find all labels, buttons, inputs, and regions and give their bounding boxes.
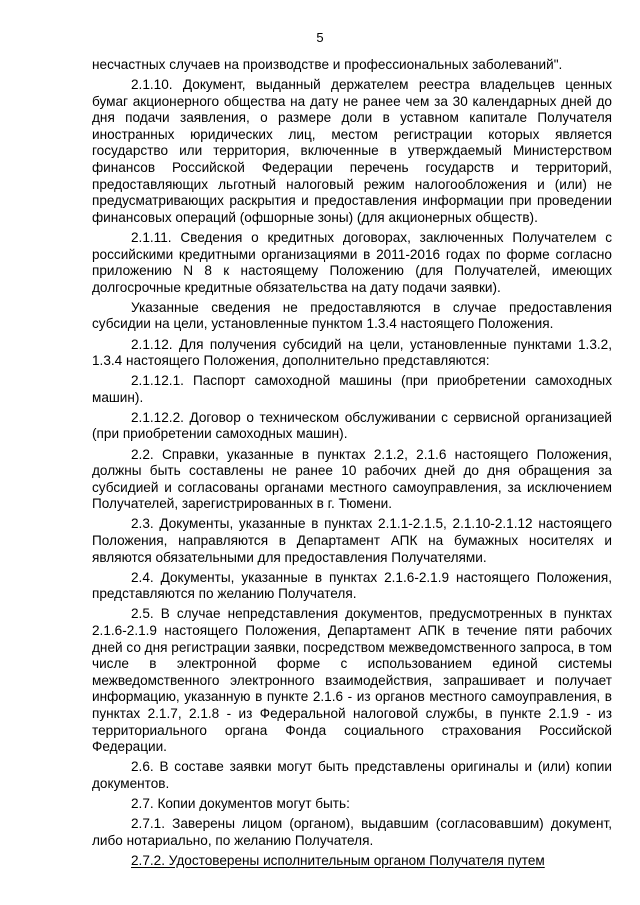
paragraph-2-1-11-note: Указанные сведения не предоставляются в случае предоставления субсидии на цели, установленные пунктом 1.3.4 настоящего Положения. — [92, 299, 612, 332]
paragraph-2-1-12-1: 2.1.12.1. Паспорт самоходной машины (при приобретении самоходных машин). — [92, 373, 612, 405]
paragraph-2-4: 2.4. Документы, указанные в пунктах 2.1.6-2.1.9 настоящего Положения, представляются по желанию Получателя. — [92, 569, 612, 602]
paragraph-accident-insurance-end: несчастных случаев на производстве и профессиональных заболеваний". — [92, 57, 563, 72]
paragraph-2-2: 2.2. Справки, указанные в пунктах 2.1.2, 2.1.6 настоящего Положения, должны быть составлены не ранее 10 рабочих дней до дня обращения за субсидией и согласованы органами местного самоуправления, за исключением Получателей, зарегистрированных в г. Тюмени. — [92, 446, 612, 512]
paragraph-2-3: 2.3. Документы, указанные в пунктах 2.1.1-2.1.5, 2.1.10-2.1.12 настоящего Положения, направляются в Департамент АПК на бумажных носителях и являются обязательными для предоставления Получателями. — [92, 516, 612, 565]
document-body — [92, 57, 612, 873]
paragraph-2-1-12: 2.1.12. Для получения субсидий на цели, установленные пунктами 1.3.2, 1.3.4 настоящего Положения, дополнительно представляются: — [92, 336, 612, 369]
page-number: 5 — [316, 30, 324, 45]
paragraph-2-5: 2.5. В случае непредставления документов, предусмотренных в пунктах 2.1.6-2.1.9 настоящего Положения, Департамент АПК в течение пяти рабочих дней со дня регистрации заявки, посредством межведомственного запроса, в том числе в электронной форме с использованием единой системы межведомственного электронного взаимодействия, запрашивает и получает информацию, указанную в пункте 2.1.6 - из органов местного самоуправления, в пунктах 2.1.7, 2.1.8 - из Федеральной налоговой службы, в пункте 2.1.9 - из территориального органа Фонда социального страхования Российской Федерации. — [92, 606, 612, 755]
paragraph-2-1-11: 2.1.11. Сведения о кредитных договорах, заключенных Получателем с российскими кредитными организациями в 2011-2016 годах по форме согласно приложению N 8 к настоящему Положению (для Получателей, имеющих долгосрочные кредитные обязательства на дату подачи заявки). — [92, 229, 612, 295]
paragraph-2-7: 2.7. Копии документов могут быть: — [131, 795, 350, 811]
paragraph-2-7-1: 2.7.1. Заверены лицом (органом), выдавшим (согласовавшим) документ, либо нотариально, по желанию Получателя. — [92, 816, 612, 848]
paragraph-2-1-12-2: 2.1.12.2. Договор о техническом обслуживании с сервисной организацией (при приобретении самоходных машин). — [92, 409, 612, 442]
paragraph-2-7-2: 2.7.2. Удостоверены исполнительным органом Получателя путем — [131, 852, 545, 868]
paragraph-2-1-10: 2.1.10. Документ, выданный держателем реестра владельцев ценных бумаг акционерного общества на дату не ранее чем за 30 календарных дней до дня подачи заявления, о размере доли в уставном капитале Получателя иностранных юридических лиц, местом регистрации которых является государство или территория, включенные в утверждаемый Министерством финансов Российской Федерации перечень государств и территорий, предоставляющих льготный налоговый режим налогообложения и (или) не предусматривающих раскрытия и предоставления информации при проведении финансовых операций (офшорные зоны) (для акционерных обществ). — [92, 77, 612, 225]
paragraph-2-6: 2.6. В составе заявки могут быть представлены оригиналы и (или) копии документов. — [92, 759, 612, 791]
